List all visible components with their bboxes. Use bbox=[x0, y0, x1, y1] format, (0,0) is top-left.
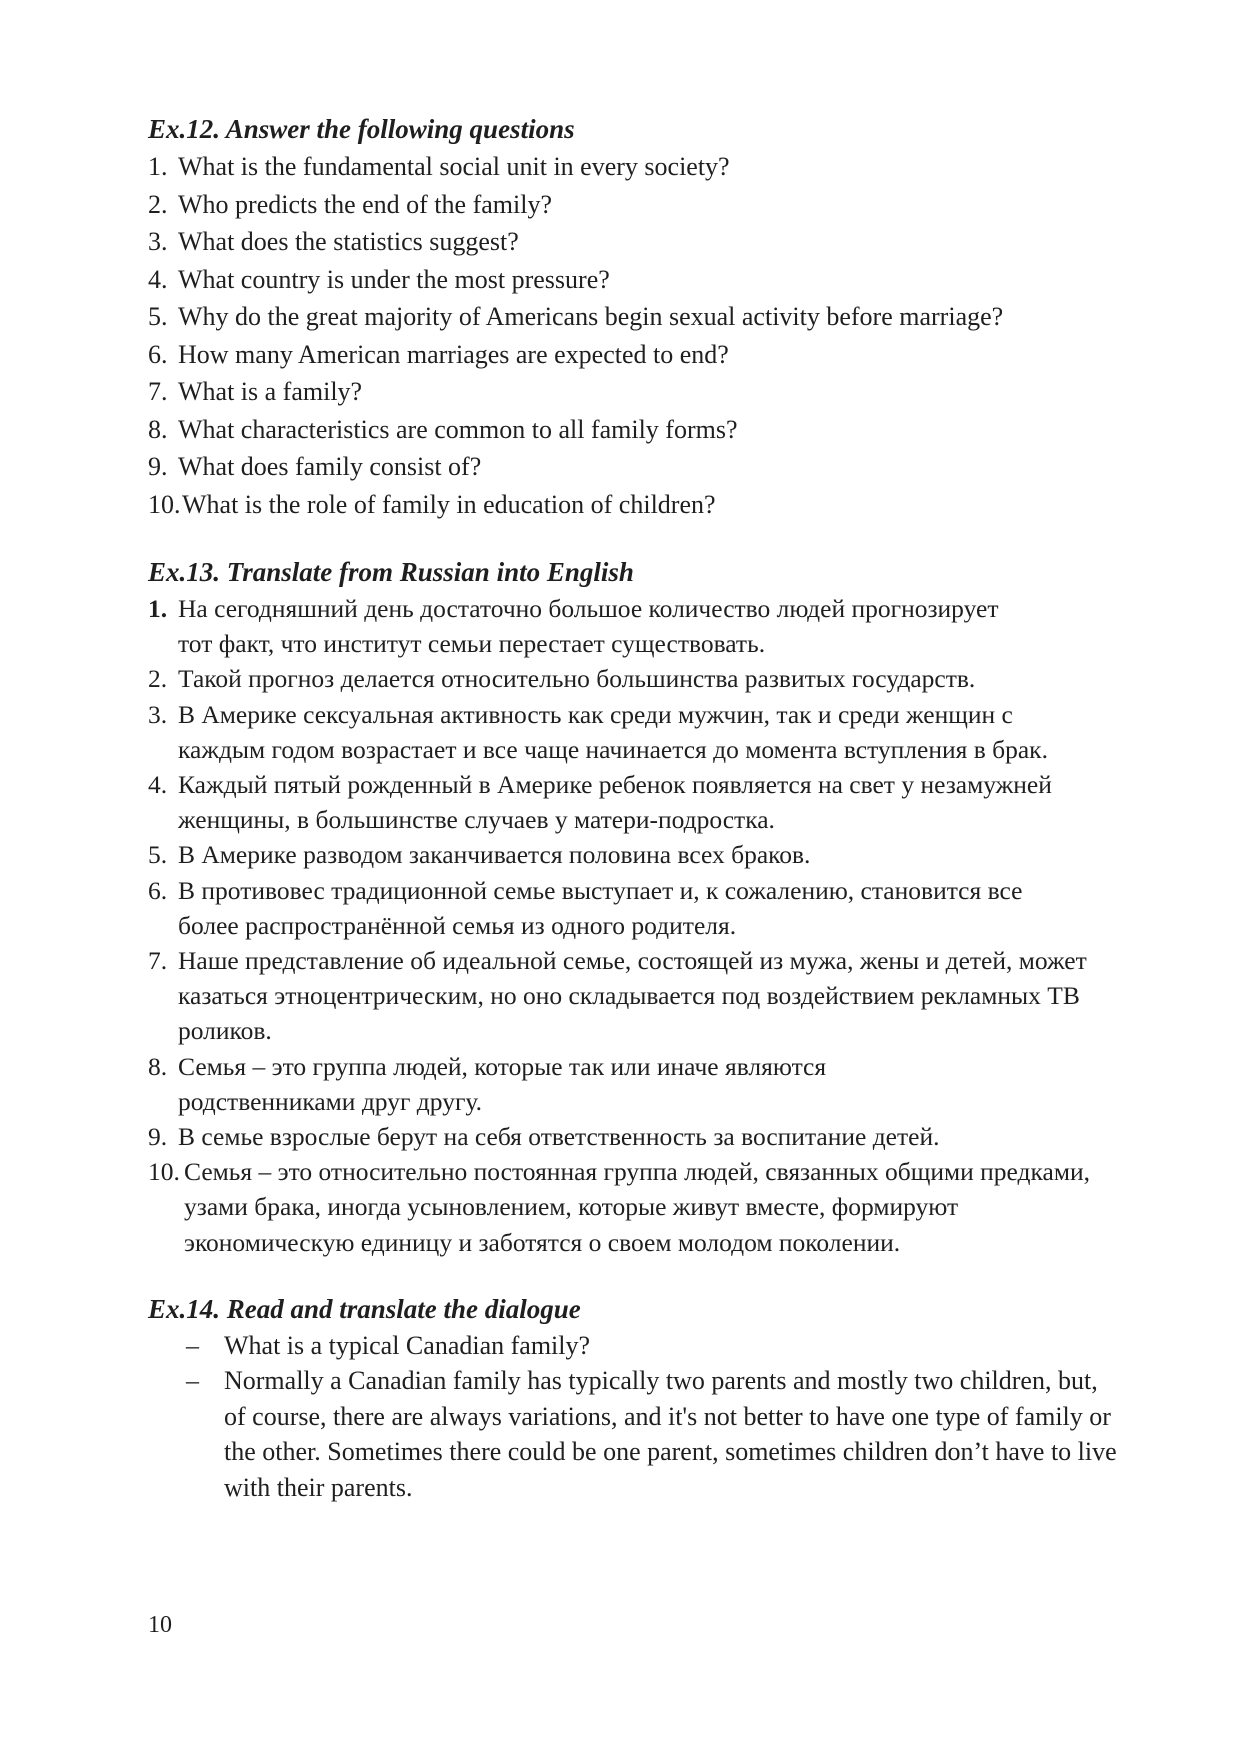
item-text: What characteristics are common to all family forms? bbox=[178, 414, 738, 444]
item-number: 8. bbox=[148, 414, 168, 444]
item-number: 3. bbox=[148, 227, 168, 256]
item-number: 10. bbox=[148, 1157, 180, 1187]
item-text: What does the statistics suggest? bbox=[178, 227, 519, 256]
item-number: 6. bbox=[148, 875, 168, 905]
item-number: 3. bbox=[148, 699, 168, 729]
dialogue-line bbox=[148, 1328, 1108, 1364]
list-item bbox=[148, 373, 1108, 411]
page-content bbox=[148, 110, 1117, 1535]
dash-marker: – bbox=[186, 1366, 199, 1396]
item-number: 2. bbox=[148, 664, 168, 694]
item-number: 7. bbox=[148, 377, 168, 406]
list-item bbox=[148, 767, 1058, 837]
item-text: What is a family? bbox=[178, 377, 363, 406]
page-number: 10 bbox=[148, 1612, 172, 1638]
list-item bbox=[148, 873, 1038, 943]
list-item bbox=[148, 697, 1098, 767]
list-item bbox=[148, 148, 1108, 186]
item-number: 4. bbox=[148, 264, 168, 294]
translation-list bbox=[148, 591, 1108, 1260]
list-item bbox=[148, 261, 1108, 299]
item-number: 9. bbox=[148, 452, 168, 481]
dash-marker: – bbox=[186, 1330, 199, 1360]
list-item bbox=[148, 591, 1008, 661]
exercise-12 bbox=[148, 110, 1108, 523]
list-item bbox=[148, 661, 1108, 696]
item-text: В Америке разводом заканчивается половина всех браков. bbox=[178, 840, 811, 870]
exercise-12-heading: Ex.12. Answer the following questions bbox=[148, 114, 575, 144]
item-text: What is the role of family in education of children? bbox=[182, 489, 716, 519]
list-item bbox=[148, 486, 1108, 524]
exercise-14 bbox=[148, 1290, 1117, 1506]
item-text: Why do the great majority of Americans begin sexual activity before marriage? bbox=[178, 302, 1004, 331]
exercise-13 bbox=[148, 553, 1108, 1260]
dialogue-line bbox=[148, 1363, 1124, 1505]
list-item bbox=[148, 186, 1108, 224]
item-text: В Америке сексуальная активность как среди мужчин, так и среди женщин с каждым годом возрастает и все чаще начинается до момента вступления в брак. bbox=[178, 699, 1048, 764]
item-number: 5. bbox=[148, 302, 168, 331]
list-item bbox=[148, 298, 1038, 336]
item-number: 5. bbox=[148, 840, 168, 870]
item-text: What country is under the most pressure? bbox=[178, 264, 610, 294]
list-item bbox=[148, 1154, 1104, 1260]
item-text: Наше представление об идеальной семье, состоящей из мужа, жены и детей, может казаться этноцентрическим, но оно складывается под воздействием рекламных ТВ роликов. bbox=[178, 946, 1087, 1046]
item-text: Такой прогноз делается относительно большинства развитых государств. bbox=[178, 664, 976, 694]
item-text: Каждый пятый рожденный в Америке ребенок появляется на свет у незамужней женщины, в большинстве случаев у матери-подростка. bbox=[178, 770, 1052, 835]
item-number: 9. bbox=[148, 1122, 168, 1152]
item-text: В семье взрослые берут на себя ответственность за воспитание детей. bbox=[178, 1122, 940, 1152]
item-text: What is the fundamental social unit in every society? bbox=[178, 152, 730, 181]
list-item bbox=[148, 336, 1108, 374]
item-number: 6. bbox=[148, 339, 168, 369]
list-item bbox=[148, 943, 1088, 1049]
item-number: 1. bbox=[148, 152, 168, 181]
dialogue-text: What is a typical Canadian family? bbox=[224, 1330, 591, 1360]
item-text: Семья – это относительно постоянная группа людей, связанных общими предками, узами брака, иногда усыновлением, которые живут вместе, формируют экономическую единицу и заботятся о своем молодом поколении. bbox=[184, 1157, 1090, 1257]
exercise-13-heading: Ex.13. Translate from Russian into English bbox=[148, 557, 634, 587]
list-item bbox=[148, 448, 1108, 486]
item-text: What does family consist of? bbox=[178, 452, 482, 481]
dialogue-text: Normally a Canadian family has typically two parents and mostly two children, but, of course, there are always variations, and it's not better to have one type of family or the other. Sometimes there could be one parent, sometimes children don’t have to live with their parents. bbox=[224, 1366, 1117, 1502]
item-number: 7. bbox=[148, 946, 168, 976]
question-list bbox=[148, 148, 1108, 523]
exercise-14-heading: Ex.14. Read and translate the dialogue bbox=[148, 1293, 581, 1324]
dialogue bbox=[148, 1328, 1117, 1506]
item-text: На сегодняшний день достаточно большое количество людей прогнозирует тот факт, что институт семьи перестает существовать. bbox=[178, 594, 999, 659]
item-number: 1. bbox=[148, 594, 168, 623]
list-item bbox=[148, 223, 1108, 261]
item-text: Семья – это группа людей, которые так или иначе являются родственниками друг другу. bbox=[178, 1051, 827, 1116]
item-number: 2. bbox=[148, 189, 168, 219]
list-item bbox=[148, 411, 1108, 449]
item-text: В противовес традиционной семье выступает и, к сожалению, становится все более распространённой семья из одного родителя. bbox=[178, 875, 1023, 940]
list-item bbox=[148, 837, 1108, 872]
item-number: 8. bbox=[148, 1051, 168, 1081]
list-item bbox=[148, 1049, 978, 1119]
list-item bbox=[148, 1119, 1108, 1154]
item-number: 4. bbox=[148, 770, 168, 800]
item-text: How many American marriages are expected to end? bbox=[178, 339, 729, 369]
item-number: 10. bbox=[148, 489, 181, 519]
item-text: Who predicts the end of the family? bbox=[178, 189, 552, 219]
